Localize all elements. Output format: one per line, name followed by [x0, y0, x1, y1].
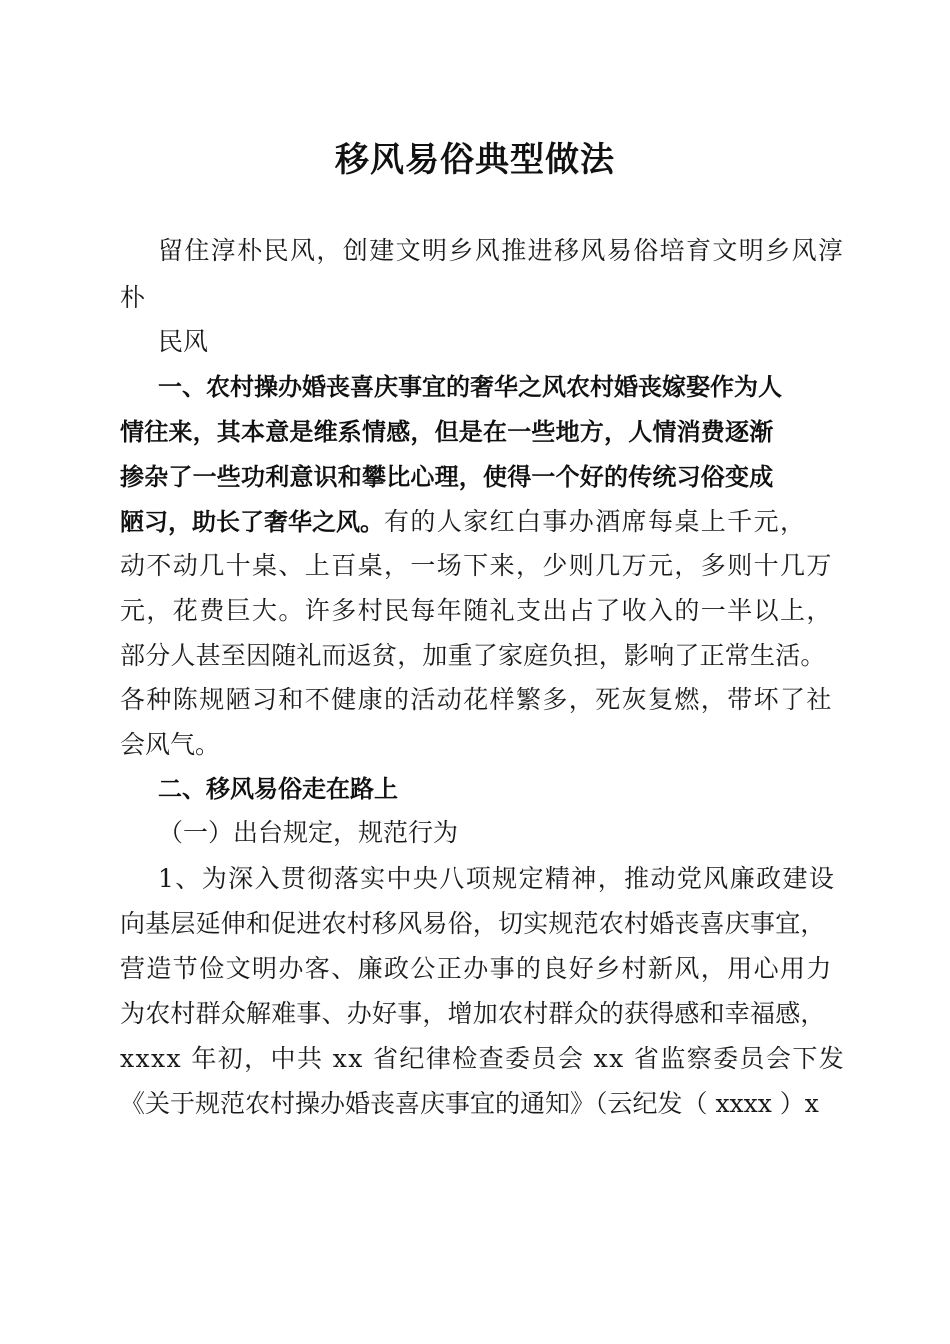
intro-line-2: 朴 [120, 283, 146, 312]
document-title: 移风易俗典型做法 [335, 140, 615, 180]
section1-text-line-6: 元，花费巨大。许多村民每年随礼支出占了收入的一半以上， [120, 596, 833, 625]
section2-subheading: （一）出台规定，规范行为 [158, 818, 459, 847]
intro-line-3: 民风 [158, 327, 209, 356]
section2-para-line-3: 营造节俭文明办客、廉政公正办事的良好乡村新风，用心用力 [120, 954, 833, 983]
section1-mixed-line [120, 504, 840, 540]
section2-para-line-1: 1、为深入贯彻落实中央八项规定精神，推动党风廉政建设 [158, 864, 836, 893]
section2-para-line-6: 《关于规范农村操办婚丧喜庆事宜的通知》（云纪发（ xxxx ）x [120, 1089, 819, 1118]
section2-heading: 二、移风易俗走在路上 [158, 775, 398, 803]
section1-text-line-5: 动不动几十桌、上百桌，一场下来，少则几万元，多则十几万 [120, 551, 833, 580]
section2-para-line-5: xxxx 年初，中共 xx 省纪律检查委员会 xx 省监察委员会下发 [120, 1044, 846, 1073]
section1-bold-line-2: 情往来，其本意是维系情感，但是在一些地方，人情消费逐渐 [120, 418, 774, 446]
section1-bold-line-3: 掺杂了一些功利意识和攀比心理，使得一个好的传统习俗变成 [120, 463, 774, 491]
section2-para-line-2: 向基层延伸和促进农村移风易俗，切实规范农村婚丧喜庆事宜， [120, 909, 826, 938]
section1-bold-line-4: 陋习，助长了奢华之风。 [120, 508, 384, 536]
section1-bold-line-1: 一、农村操办婚丧喜庆事宜的奢华之风农村婚丧嫁娶作为人 [158, 373, 782, 401]
section1-text-line-8: 各种陈规陋习和不健康的活动花样繁多，死灰复燃，带坏了社 [120, 685, 833, 714]
section1-text-line-9: 会风气。 [120, 730, 221, 759]
section1-text-line-4: 有的人家红白事办酒席每桌上千元， [384, 507, 807, 536]
section2-para-line-4: 为农村群众解难事、办好事，增加农村群众的获得感和幸福感， [120, 999, 826, 1028]
intro-line-1: 留住淳朴民风，创建文明乡风推进移风易俗培育文明乡风淳 [158, 236, 845, 265]
section1-text-line-7: 部分人甚至因随礼而返贫，加重了家庭负担，影响了正常生活。 [120, 641, 826, 670]
